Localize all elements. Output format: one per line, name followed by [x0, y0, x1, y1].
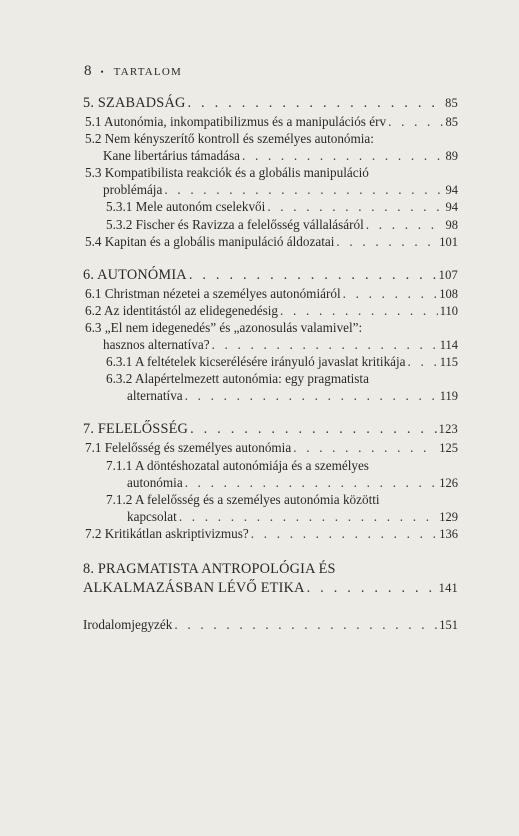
spacer	[83, 598, 458, 616]
toc-section-6-2[interactable]	[83, 302, 458, 319]
toc-leader-dots	[185, 474, 438, 491]
toc-page-number: 115	[439, 355, 458, 370]
toc-section-5-2[interactable]	[83, 130, 458, 164]
toc-leader-dots	[174, 616, 437, 633]
toc-section-title-line1: 5.2 Nem kényszerítő kontroll és személyes autonómia:	[85, 131, 374, 147]
toc-leader-dots	[336, 233, 437, 250]
toc-section-title: 6.1 Christman nézetei a személyes autonómiáról	[85, 285, 341, 301]
toc-bibliography-title: Irodalomjegyzék	[83, 616, 173, 632]
toc-chapter-title: 6. AUTONÓMIA	[83, 266, 187, 283]
toc-chapter-title-line1: 8. PRAGMATISTA ANTROPOLÓGIA ÉS	[83, 560, 336, 577]
toc-leader-dots	[242, 147, 444, 164]
toc-leader-dots	[164, 181, 443, 198]
toc-page-number: 94	[445, 183, 458, 198]
toc-page-number: 110	[439, 303, 458, 318]
toc-section-6-3[interactable]	[83, 319, 458, 353]
toc-leader-dots	[366, 216, 444, 233]
toc-subsection-title-line1: 6.3.2 Alapértelmezett autonómia: egy pragmatista	[106, 371, 369, 387]
toc-chapter-8[interactable]	[83, 560, 458, 598]
toc-section-title-line1: 5.3 Kompatibilista reakciók és a globális manipuláció	[85, 165, 369, 181]
toc-leader-dots	[189, 266, 437, 285]
toc-leader-dots	[388, 113, 443, 130]
toc-subsection-title: 6.3.1 A feltételek kicserélésére irányuló javaslat kritikája	[106, 354, 406, 370]
toc-section-7-2[interactable]	[83, 525, 458, 542]
toc-subsection-title: 5.3.1 Mele autonóm cselekvői	[106, 199, 266, 215]
toc-leader-dots	[190, 420, 437, 439]
toc-leader-dots	[251, 525, 438, 542]
toc-leader-dots	[408, 353, 438, 370]
toc-page-number: 98	[445, 217, 458, 232]
toc-section-title: 5.4 Kapitan és a globális manipuláció áldozatai	[85, 233, 335, 249]
toc-leader-dots	[280, 302, 438, 319]
running-head	[84, 63, 182, 80]
header-separator: •	[100, 66, 105, 77]
toc-section-7-1[interactable]	[83, 439, 458, 456]
toc-section-title-line2: hasznos alternatíva?	[103, 337, 210, 353]
toc-bibliography[interactable]	[83, 616, 458, 633]
toc-leader-dots	[188, 94, 444, 113]
toc-subsection-6-3-1[interactable]	[83, 353, 458, 370]
toc-page-number: 94	[445, 200, 458, 215]
toc-page-number: 114	[439, 338, 458, 353]
toc-subsection-5-3-2[interactable]	[83, 216, 458, 233]
toc-section-title: 7.1 Felelősség és személyes autonómia	[85, 440, 292, 456]
toc-page-number: 85	[445, 96, 458, 110]
toc-leader-dots	[212, 336, 438, 353]
toc-leader-dots	[179, 508, 437, 525]
toc-page-number: 107	[438, 267, 458, 282]
toc-chapter-5[interactable]	[83, 94, 458, 113]
toc-subsection-title-line2: autonómia	[127, 474, 183, 490]
toc-subsection-6-3-2[interactable]	[83, 370, 458, 404]
toc-subsection-title-line1: 7.1.1 A döntéshozatal autonómiája és a személyes	[106, 457, 369, 473]
toc-page-number: 129	[439, 509, 458, 524]
toc-subsection-7-1-1[interactable]	[83, 457, 458, 491]
toc-subsection-title: 5.3.2 Fischer és Ravizza a felelősség vállalásáról	[106, 216, 364, 232]
toc-subsection-title-line2: kapcsolat	[127, 508, 177, 524]
toc-page-number: 136	[439, 526, 458, 541]
toc-subsection-title-line2: alternatíva	[127, 388, 183, 404]
toc-leader-dots	[267, 198, 443, 215]
toc-page-number: 141	[438, 580, 458, 595]
toc-section-5-3[interactable]	[83, 164, 458, 198]
toc-leader-dots	[307, 579, 437, 598]
toc-section-title: 6.2 Az identitástól az elidegenedésig	[85, 302, 278, 318]
toc-page-number: 125	[439, 441, 458, 456]
toc-section-title: 7.2 Kritikátlan askriptivizmus?	[85, 525, 249, 541]
toc-leader-dots	[293, 439, 437, 456]
toc-page-number: 108	[439, 286, 458, 301]
toc-chapter-title-line2: ALKALMAZÁSBAN LÉVŐ ETIKA	[83, 579, 305, 596]
toc-page-number: 151	[439, 617, 458, 632]
running-title: TARTALOM	[113, 65, 182, 78]
table-of-contents	[83, 94, 458, 633]
toc-leader-dots	[185, 387, 438, 404]
toc-section-5-1[interactable]	[83, 113, 458, 130]
toc-subsection-7-1-2[interactable]	[83, 491, 458, 525]
toc-page-number: 101	[439, 234, 458, 249]
toc-section-title-line1: 6.3 „El nem idegenedés” és „azonosulás valamivel”:	[85, 319, 363, 335]
toc-subsection-title-line1: 7.1.2 A felelősség és a személyes autonómia közötti	[106, 491, 380, 507]
toc-chapter-6[interactable]	[83, 266, 458, 285]
toc-section-title: 5.1 Autonómia, inkompatibilizmus és a manipulációs érv	[85, 114, 387, 129]
page-number: 8	[84, 63, 92, 79]
toc-section-title-line2: Kane libertárius támadása	[103, 148, 240, 164]
toc-page-number: 89	[445, 149, 458, 164]
toc-section-title-line2: problémája	[103, 182, 163, 198]
toc-subsection-5-3-1[interactable]	[83, 198, 458, 215]
toc-page-number: 119	[439, 389, 458, 404]
toc-chapter-title: 7. FELELŐSSÉG	[83, 421, 189, 438]
toc-page-number: 123	[438, 422, 458, 437]
toc-chapter-title: 5. SZABADSÁG	[83, 95, 186, 111]
toc-chapter-7[interactable]	[83, 420, 458, 439]
spacer	[83, 542, 458, 560]
toc-page-number: 126	[439, 475, 458, 490]
toc-section-5-4[interactable]	[83, 233, 458, 250]
toc-leader-dots	[343, 285, 438, 302]
spacer	[83, 404, 458, 420]
toc-section-6-1[interactable]	[83, 285, 458, 302]
toc-page-number: 85	[445, 115, 458, 129]
spacer	[83, 250, 458, 266]
